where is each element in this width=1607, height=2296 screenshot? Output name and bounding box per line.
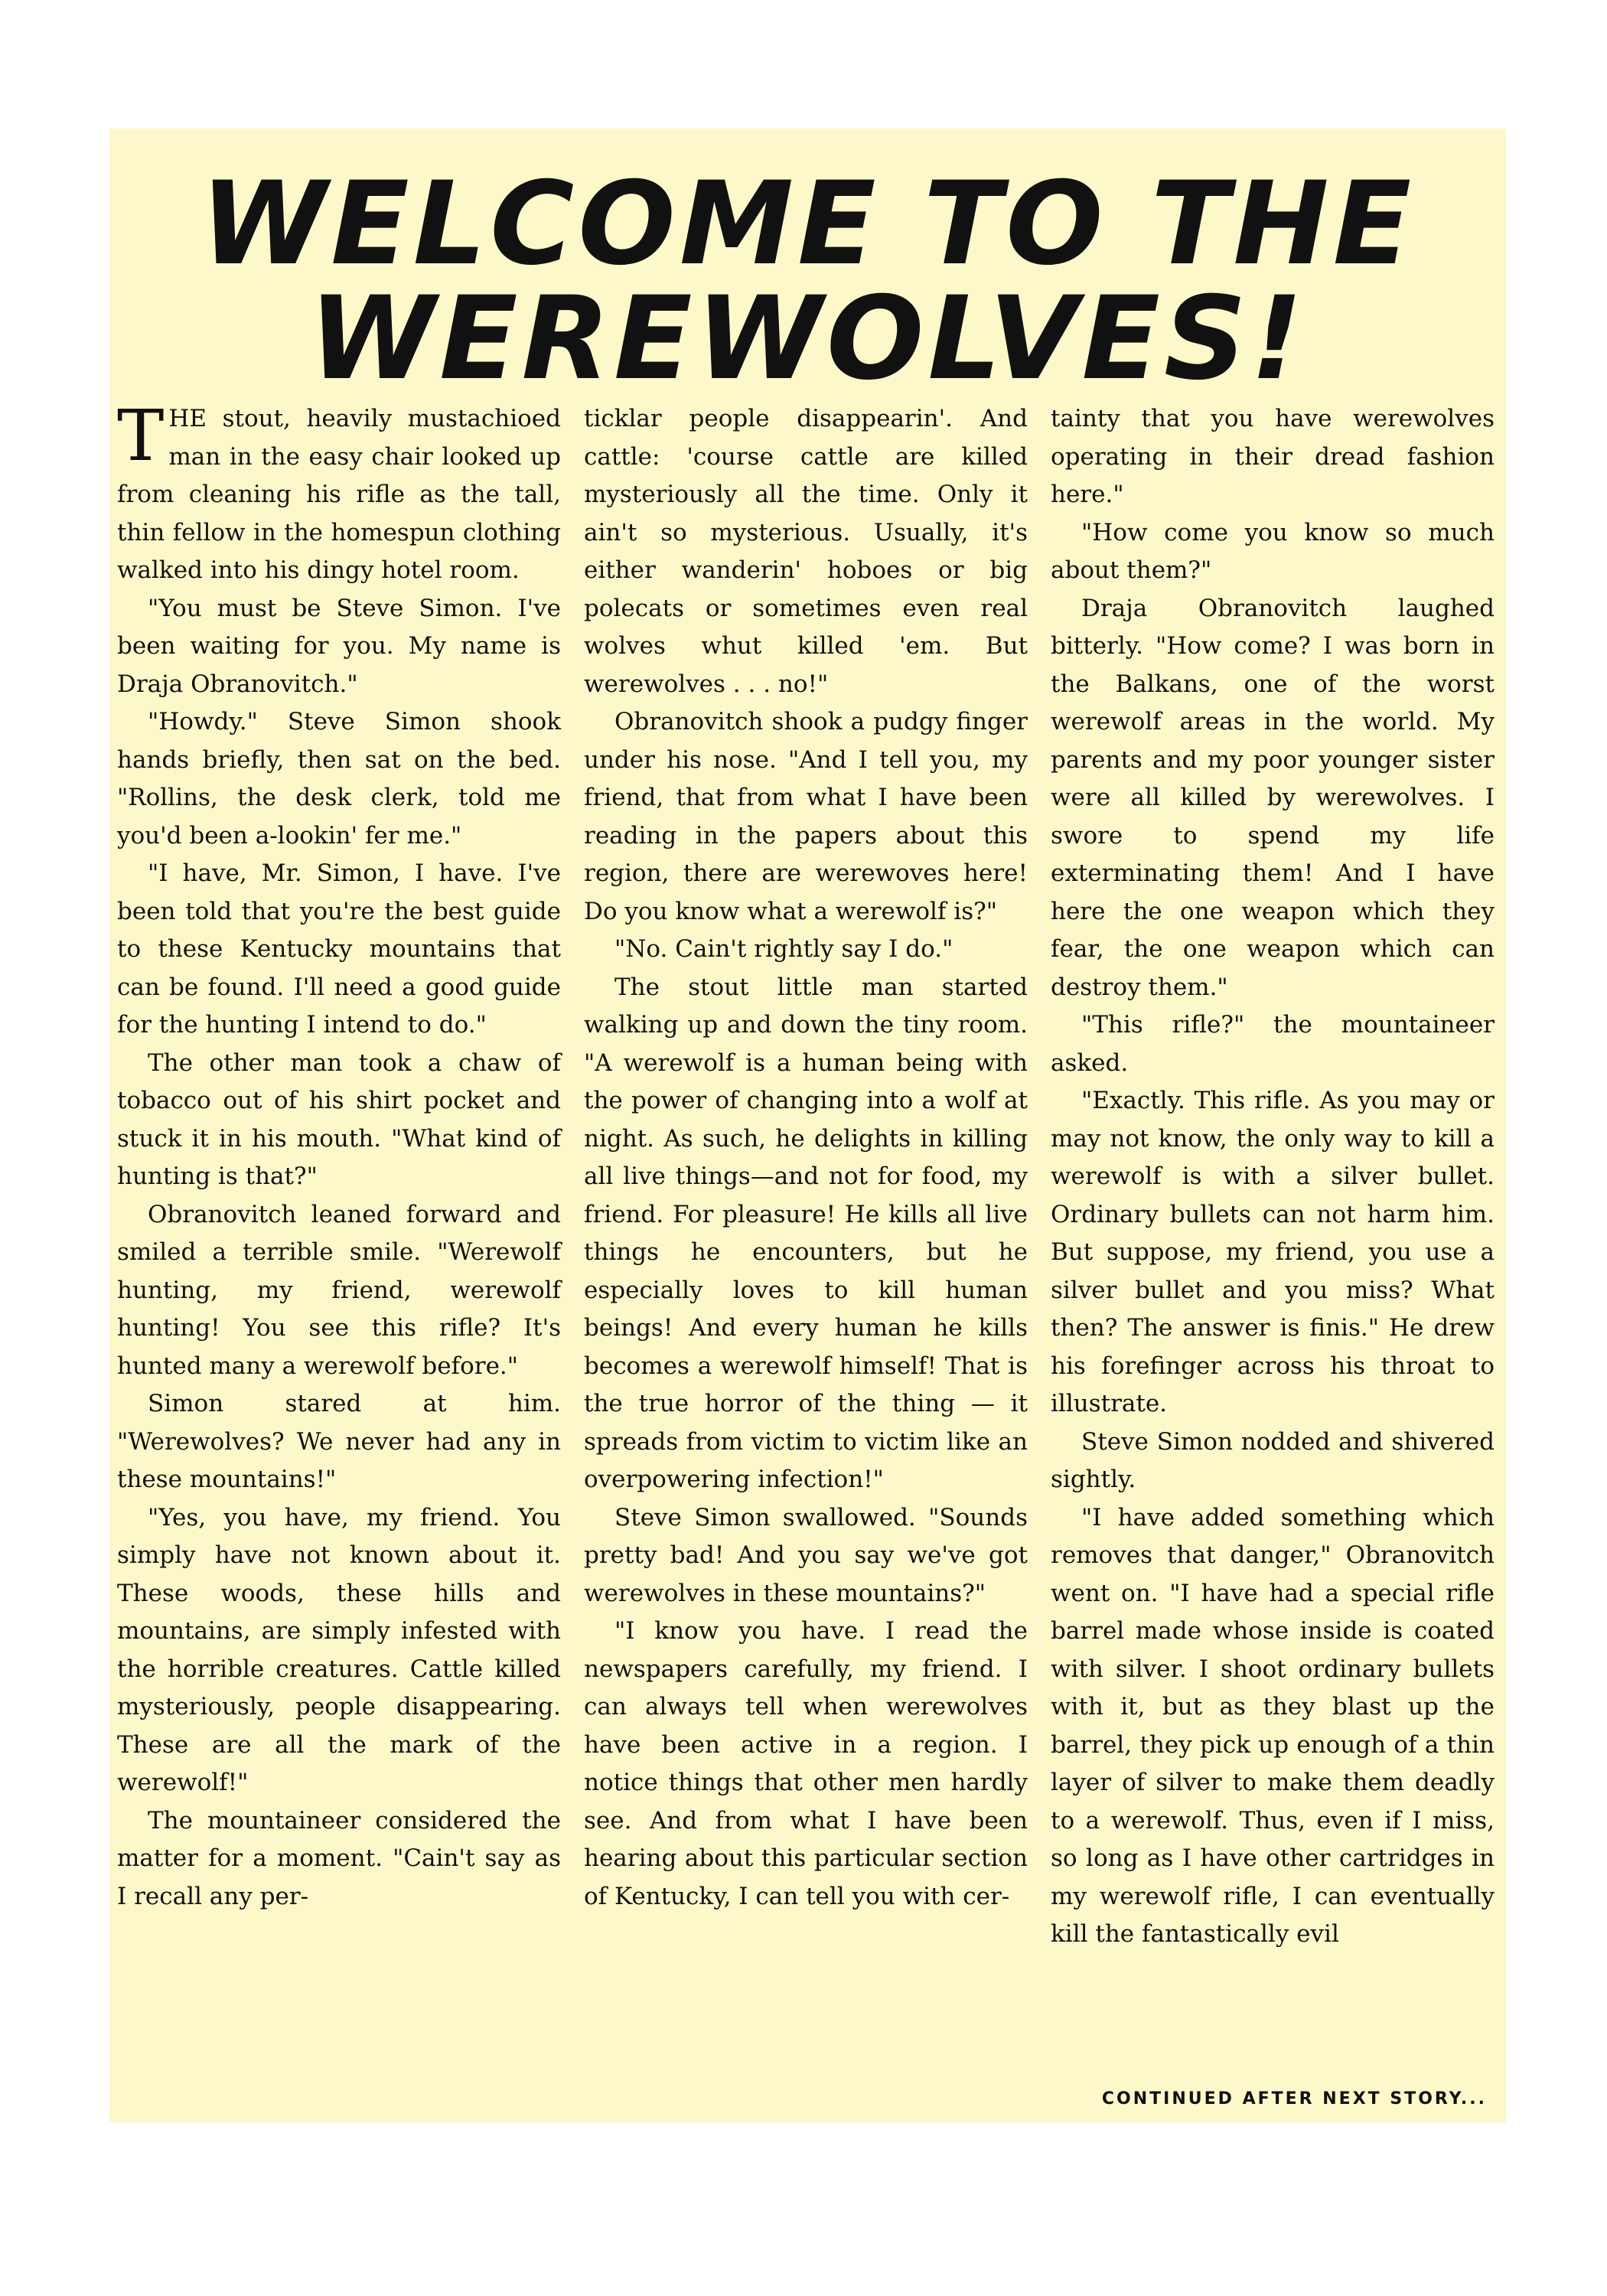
continued-note: CONTINUED AFTER NEXT STORY... <box>1101 2089 1487 2108</box>
paragraph: tainty that you have werewolves operating in their dread fashion here." <box>1051 405 1495 508</box>
paragraph: "You must be Steve Simon. I've been waiting for you. My name is Draja Obranovitch." <box>117 594 561 698</box>
paragraph: "No. Cain't rightly say I do." <box>614 935 953 963</box>
paragraph: "I know you have. I read the newspapers carefully, my friend. I can always tell when werewolves have been active in a region. I notice things that other men hardly see. And from what I have been hearing about this particular section of Kentucky, I can tell you with cer- <box>584 1617 1028 1910</box>
title-line-1: WELCOME TO THE <box>200 158 1416 291</box>
story-page <box>109 129 1506 2122</box>
paragraph: Draja Obranovitch laughed bitterly. "How come? I was born in the Balkans, one of the worst werewolf areas in the world. My parents and my poor younger sister were all killed by werewolves. I swore to spend my life exterminating them! And I have here the one weapon which they fear, the one weapon which can destroy them." <box>1051 594 1495 1001</box>
paragraph: "How come you know so much about them?" <box>1051 518 1495 584</box>
paragraph: The stout little man started walking up and down the tiny room. "A werewolf is a human being with the power of changing into a wolf at night. As such, he delights in killing all live things—and not for food, my friend. For pleasure! He kills all live things he encounters, but he especially loves to kill human beings! And every human he kills becomes a werewolf himself! That is the true horror of the thing — it spreads from victim to victim like an overpowering infection!" <box>584 973 1028 1493</box>
column-2 <box>584 400 1028 1954</box>
paragraph <box>117 395 561 590</box>
paragraph: Steve Simon swallowed. "Sounds pretty bad! And you say we've got werewolves in these mountains?" <box>584 1503 1028 1607</box>
paragraph-text: HE stout, heavily mustachioed man in the easy chair looked up from cleaning his rifle as the tall, thin fellow in the homespun clothing walked into his dingy hotel room. <box>117 405 561 584</box>
paragraph: "I have added something which removes that danger," Obranovitch went on. "I have had a special rifle barrel made whose inside is coated with silver. I shoot ordinary bullets with it, but as they blast up the barrel, they pick up enough of a thin layer of silver to make them deadly to a werewolf. Thus, even if I miss, so long as I have other cartridges in my werewolf rifle, I can eventually kill the fantastically evil <box>1051 1503 1495 1948</box>
story-title <box>109 158 1506 406</box>
paragraph: Obranovitch shook a pudgy finger under his nose. "And I tell you, my friend, that from what I have been reading in the papers about this region, there are werewoves here! Do you know what a werewolf is?" <box>584 708 1028 925</box>
paragraph: The other man took a chaw of tobacco out of his shirt pocket and stuck it in his mouth. "What kind of hunting is that?" <box>117 1049 561 1190</box>
paragraph: Simon stared at him. "Werewolves? We never had any in these mountains!" <box>117 1390 561 1493</box>
paragraph: "I have, Mr. Simon, I have. I've been told that you're the best guide to these Kentucky mountains that can be found. I'll need a good guide for the hunting I intend to do." <box>117 859 561 1039</box>
paragraph: "Howdy." Steve Simon shook hands briefly, then sat on the bed. "Rollins, the desk clerk, told me you'd been a-lookin' fer me." <box>117 708 561 850</box>
paragraph: "Exactly. This rifle. As you may or may not know, the only way to kill a werewolf is with a silver bullet. Ordinary bullets can not harm him. But suppose, my friend, you use a silver bullet and you miss? What then? The answer is finis." He drew his forefinger across his throat to illustrate. <box>1051 1087 1495 1417</box>
paragraph: ticklar people disappearin'. And cattle: 'course cattle are killed mysteriously all the time. Only it ain't so mysterious. Usually, it's either wanderin' hoboes or big polecats or sometimes even real wolves whut killed 'em. But werewolves . . . no!" <box>584 405 1028 698</box>
paragraph: "Yes, you have, my friend. You simply have not known about it. These woods, these hills and mountains, are simply infested with the horrible creatures. Cattle killed mysteriously, people disappearing. These are all the mark of the werewolf!" <box>117 1503 561 1796</box>
paragraph: Obranovitch leaned forward and smiled a terrible smile. "Werewolf hunting, my friend, werewolf hunting! You see this rifle? It's hunted many a werewolf before." <box>117 1200 561 1380</box>
column-1 <box>117 395 561 1954</box>
drop-cap: T <box>117 395 165 477</box>
paragraph: The mountaineer considered the matter for a moment. "Cain't say as I recall any per- <box>117 1806 561 1910</box>
text-columns <box>117 395 1495 1954</box>
paragraph: Steve Simon nodded and shivered sightly. <box>1051 1427 1495 1493</box>
title-line-2: WEREWOLVES! <box>308 272 1307 406</box>
paragraph: "This rifle?" the mountaineer asked. <box>1051 1011 1495 1077</box>
column-3 <box>1051 400 1495 1954</box>
